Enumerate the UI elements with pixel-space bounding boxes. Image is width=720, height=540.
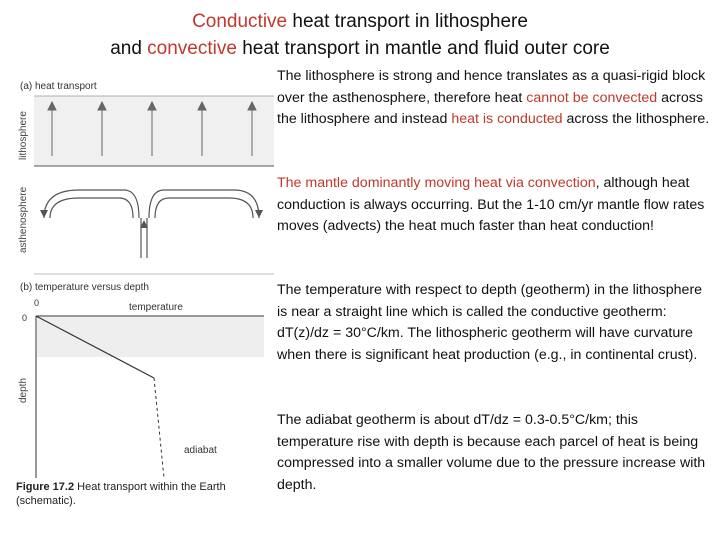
adiabat-geotherm — [154, 378, 164, 478]
zero-left: 0 — [22, 313, 28, 323]
convection-arrowheads — [40, 210, 263, 228]
paragraph-lithosphere: The lithosphere is strong and hence translates as a quasi-rigid block over the asthenosphere, therefore heat cannot be convected across the lithosphere and instead heat is conducted across the lithosphere. — [277, 68, 710, 127]
paragraph-mantle: The mantle dominantly moving heat via convection, although heat conduction is always occurring. But the 1-10 cm/yr mantle flow rates moves (advects) the heat much faster than heat conduction! — [277, 175, 705, 234]
figure-drawing — [14, 78, 276, 518]
caption-figure-number: Figure 17.2 — [16, 481, 75, 493]
asthenosphere-label: asthenosphere — [18, 186, 29, 253]
heat-transport-figure — [14, 78, 276, 518]
temperature-label: temperature — [129, 302, 183, 313]
paragraph-adiabat: The adiabat geotherm is about dT/dz = 0.3-0.5°C/km; this temperature rise with depth is because each parcel of heat is being compressed into a smaller volume due to the pressure increase with depth. — [277, 412, 706, 493]
panel-a-label: (a) heat transport — [20, 81, 97, 92]
adiabat-label: adiabat — [184, 445, 217, 456]
lithosphere-shade — [37, 317, 264, 357]
caption-text: Heat transport within the Earth — [77, 481, 226, 493]
title-line-1: Conductive heat transport in lithosphere — [192, 11, 528, 32]
paragraph-geotherm: The temperature with respect to depth (geotherm) in the lithosphere is near a straight line which is called the conductive geotherm: dT(z)/dz = 30°C/km. The lithospheric geotherm will have curvature when there is significant heat production (e.g., in continental crust). — [277, 282, 703, 363]
zero-top: 0 — [34, 298, 40, 308]
panel-b-label: (b) temperature versus depth — [20, 282, 149, 293]
caption-sub: (schematic). — [16, 495, 76, 507]
title-line-2: and convective heat transport in mantle and fluid outer core — [110, 38, 610, 59]
figure-caption — [16, 480, 278, 508]
depth-label: depth — [18, 377, 29, 403]
lithosphere-label: lithosphere — [18, 111, 29, 160]
convection-cells — [44, 190, 259, 258]
slide-title — [0, 8, 720, 62]
